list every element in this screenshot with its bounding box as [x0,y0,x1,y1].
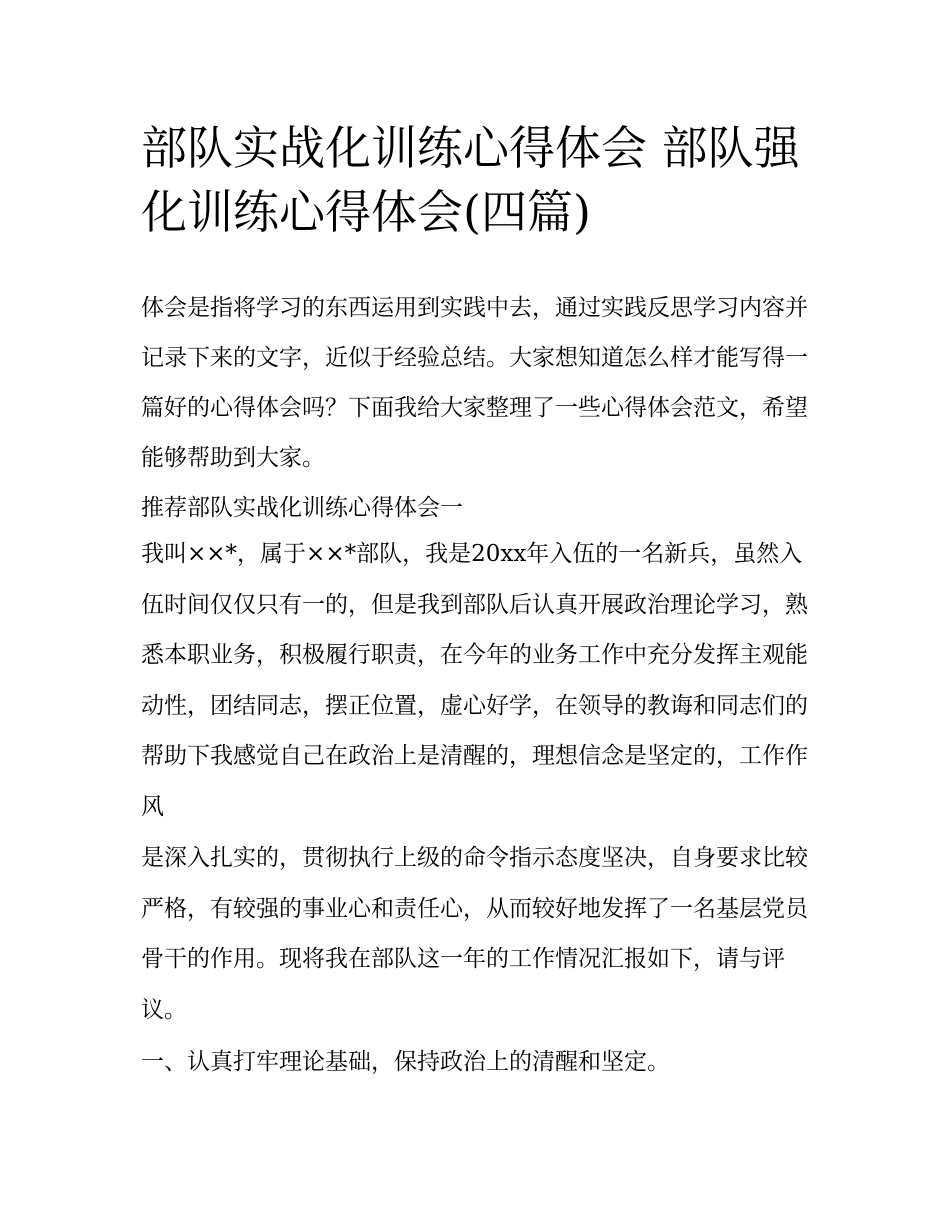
intro-paragraph: 体会是指将学习的东西运用到实践中去，通过实践反思学习内容并记录下来的文字，近似于经验总结。大家想知道怎么样才能写得一篇好的心得体会吗？下面我给大家整理了一些心得体会范文，希望能够帮助到大家。 [141,295,808,471]
document-title: 部队实战化训练心得体会 部队强化训练心得体会(四篇) [141,121,800,239]
body-paragraph-1: 我叫××*，属于××*部队，我是20xx年入伍的一名新兵，虽然入伍时间仅仅只有一的，但是我到部队后认真开展政治理论学习，熟悉本职业务，积极履行职责，在今年的业务工作中充分发挥主观能动性，团结同志，摆正位置，虚心好学，在领导的教诲和同志们的帮助下我感觉自己在政治上是清醒的，理想信念是坚定的，工作作风 [141,541,808,820]
recommend-heading: 推荐部队实战化训练心得体会一 [141,495,463,521]
body-paragraph-2: 是深入扎实的，贯彻执行上级的命令指示态度坚决，自身要求比较严格，有较强的事业心和责任心，从而较好地发挥了一名基层党员骨干的作用。现将我在部队这一年的工作情况汇报如下，请与评议。 [141,845,808,1023]
section-heading-1: 一、认真打牢理论基础，保持政治上的清醒和坚定。 [141,1049,670,1075]
